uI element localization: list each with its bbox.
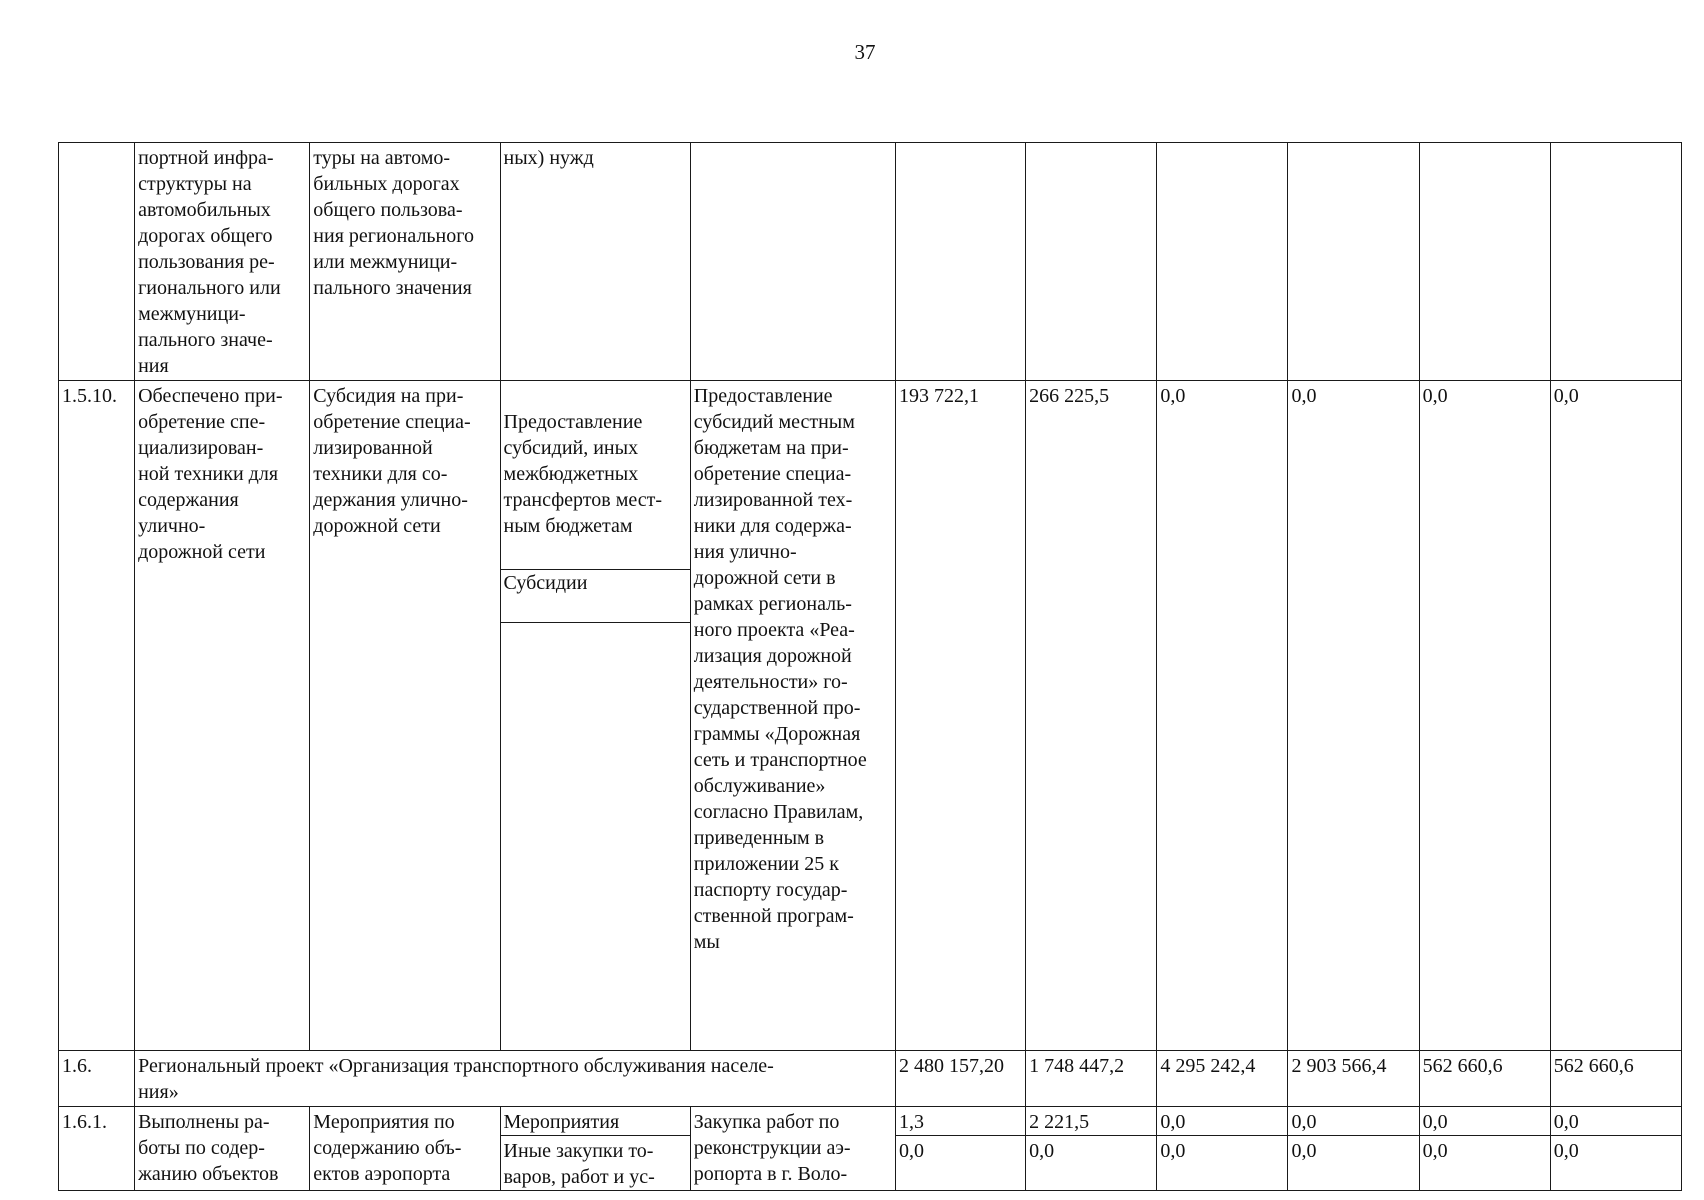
cell-value: 0,0 <box>1026 1136 1157 1191</box>
cell-value: 0,0 <box>1288 1107 1419 1136</box>
cell-value <box>1026 143 1157 381</box>
cell-description <box>690 143 895 381</box>
table-row-1-6-1 <box>59 1107 1682 1136</box>
cell-value: 0,0 <box>896 1136 1026 1191</box>
cell-value: 1,3 <box>896 1107 1026 1136</box>
cell-description: Предоставление субсидий местным бюджетам на при- обретение специа- лизированной тех- ники для содержа- ния улично- дорожной сети в рамках региональ- ного проекта «Реа- лизация дорожной деятельности» го- сударственной про- граммы «Дорожная сеть и транспортное обслуживание» согласно Правилам, приведенным в приложении 25 к паспорту государ- ственной програм- мы <box>690 381 895 1051</box>
cell-type: ных) нужд <box>500 143 690 381</box>
cell-project-title: Региональный проект «Организация транспортного обслуживания населе- ния» <box>135 1051 896 1107</box>
table-row-continuation <box>59 143 1682 381</box>
cell-type <box>500 381 690 623</box>
cell-value: 1 748 447,2 <box>1026 1051 1157 1107</box>
cell-value: 2 903 566,4 <box>1288 1051 1419 1107</box>
cell-value: 0,0 <box>1157 1107 1288 1136</box>
cell-value: 193 722,1 <box>896 381 1026 1051</box>
cell-value: 4 295 242,4 <box>1157 1051 1288 1107</box>
cell-value: 0,0 <box>1550 1107 1681 1136</box>
cell-measure: Мероприятия по содержанию объ- ектов аэропорта <box>310 1107 500 1191</box>
cell-value: 0,0 <box>1419 1107 1550 1136</box>
cell-num: 1.5.10. <box>59 381 135 1051</box>
cell-measure: туры на автомо- бильных дорогах общего пользова- ния регионального или межмуници- пального значения <box>310 143 500 381</box>
cell-value: 2 480 157,20 <box>896 1051 1026 1107</box>
cell-value: 0,0 <box>1157 1136 1288 1191</box>
cell-type-primary: Предоставление субсидий, иных межбюджетных трансфертов мест- ным бюджетам <box>503 411 663 537</box>
cell-value: 0,0 <box>1157 381 1288 1051</box>
cell-value <box>1419 143 1550 381</box>
cell-result: Обеспечено при- обретение спе- циализирован- ной техники для содержания улично- дорожной сети <box>135 381 310 1051</box>
cell-num <box>59 143 135 381</box>
cell-type: Мероприятия <box>500 1107 690 1136</box>
table-row-1-5-10 <box>59 381 1682 623</box>
cell-value: 0,0 <box>1550 1136 1681 1191</box>
program-table <box>58 142 1682 1191</box>
page-number: 37 <box>854 40 876 64</box>
table-row-1-6 <box>59 1051 1682 1107</box>
cell-type-secondary: Субсидии <box>501 569 690 596</box>
cell-value <box>896 143 1026 381</box>
cell-num: 1.6.1. <box>59 1107 135 1191</box>
cell-value: 0,0 <box>1419 381 1550 1051</box>
cell-value <box>1288 143 1419 381</box>
cell-measure: Субсидия на при- обретение специа- лизированной техники для со- держания улично- дорожной сети <box>310 381 500 1051</box>
cell-value: 0,0 <box>1550 381 1681 1051</box>
cell-value: 0,0 <box>1419 1136 1550 1191</box>
cell-value: 0,0 <box>1288 1136 1419 1191</box>
cell-value: 0,0 <box>1288 381 1419 1051</box>
cell-value <box>1157 143 1288 381</box>
cell-num: 1.6. <box>59 1051 135 1107</box>
cell-type-empty <box>500 623 690 1051</box>
cell-result: Выполнены ра- боты по содер- жанию объектов <box>135 1107 310 1191</box>
cell-result: портной инфра- структуры на автомобильных дорогах общего пользования ре- гионального или межмуници- пального значе- ния <box>135 143 310 381</box>
cell-value: 562 660,6 <box>1419 1051 1550 1107</box>
cell-value: 266 225,5 <box>1026 381 1157 1051</box>
cell-description: Закупка работ по реконструкции аэ- ропорта в г. Воло- <box>690 1107 895 1191</box>
cell-value <box>1550 143 1681 381</box>
cell-type: Иные закупки то- варов, работ и ус- <box>500 1136 690 1191</box>
cell-value: 2 221,5 <box>1026 1107 1157 1136</box>
cell-value: 562 660,6 <box>1550 1051 1681 1107</box>
